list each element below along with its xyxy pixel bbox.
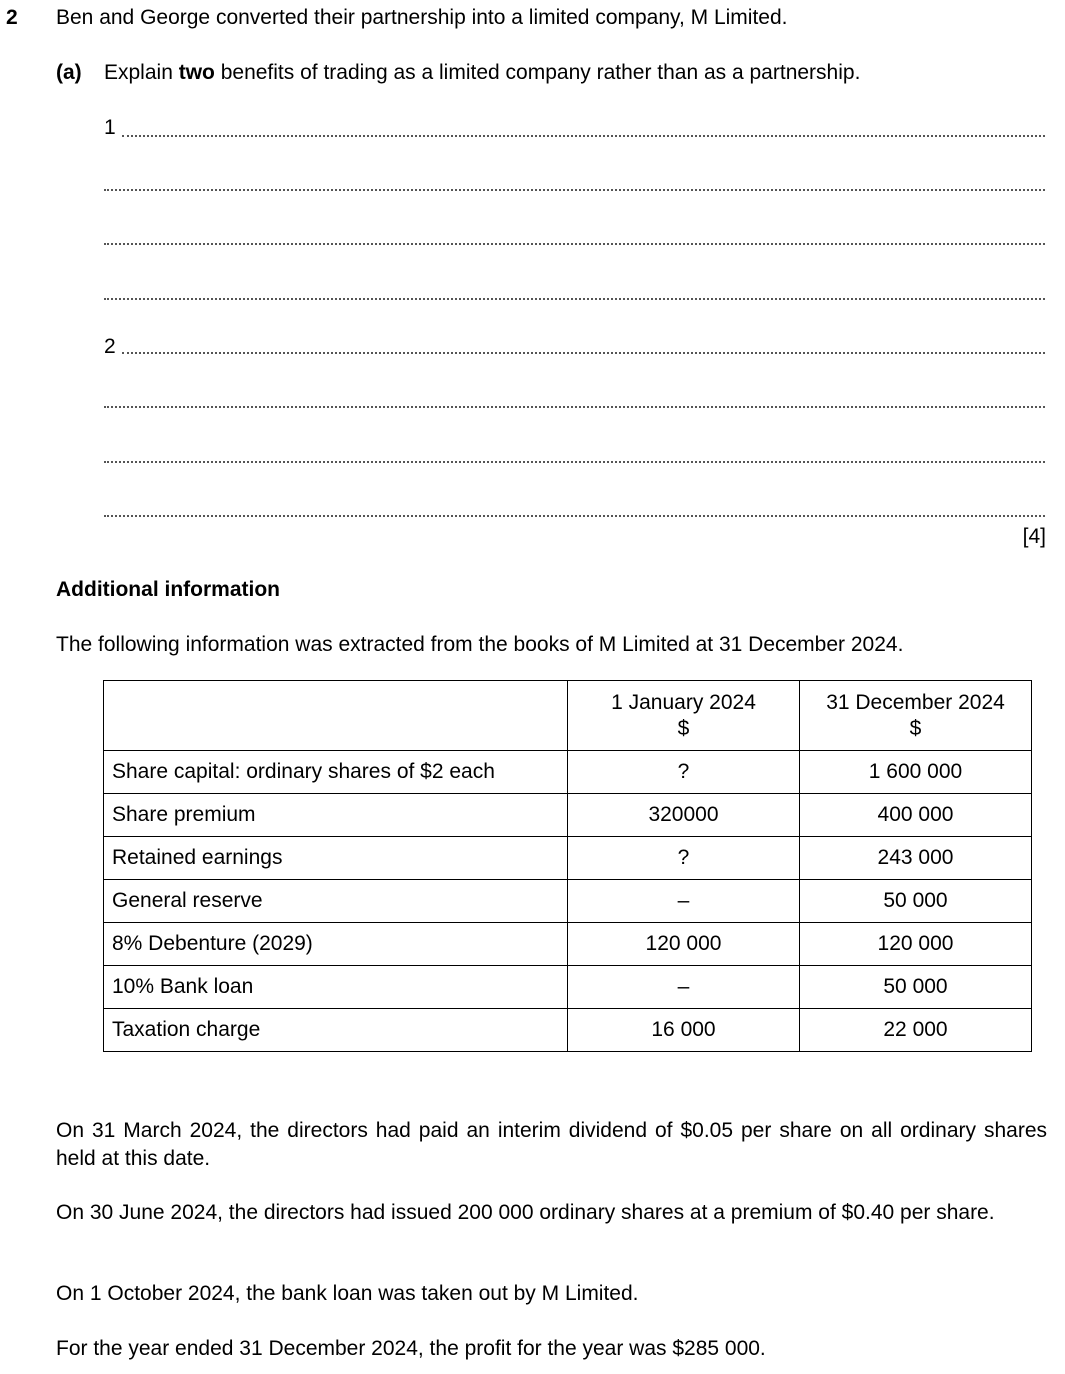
answer-line-1d[interactable] [104,298,1045,300]
header-jan-cell [568,681,800,751]
answer-line-1c[interactable] [104,243,1045,245]
marks-allocation: [4] [1022,525,1046,548]
row-jan-value: 320000 [568,794,800,837]
paragraph-share-issue: On 30 June 2024, the directors had issued 200 000 ordinary shares at a premium of $0.40 per share. [56,1201,995,1224]
answer-line-2b[interactable] [104,406,1045,408]
part-a-question [104,61,860,85]
table-row [104,923,1032,966]
part-a-text-before: Explain [104,61,179,84]
row-jan-value: 120 000 [568,923,800,966]
row-dec-value: 400 000 [800,794,1032,837]
row-jan-value: – [568,966,800,1009]
answer-line-2a[interactable] [122,352,1045,354]
additional-info-intro: The following information was extracted from the books of M Limited at 31 December 2024. [56,633,904,656]
header-dec-date: 31 December 2024 [826,690,1005,714]
question-number: 2 [6,6,18,29]
header-jan-date: 1 January 2024 [611,690,756,714]
row-label: Share capital: ordinary shares of $2 each [104,751,568,794]
row-label: Taxation charge [104,1009,568,1052]
table-row [104,966,1032,1009]
table-row [104,837,1032,880]
answer-line-2c[interactable] [104,461,1045,463]
header-blank-cell [104,681,568,751]
additional-info-heading: Additional information [56,578,280,601]
table-row [104,794,1032,837]
row-label: 10% Bank loan [104,966,568,1009]
row-dec-value: 120 000 [800,923,1032,966]
paragraph-bank-loan: On 1 October 2024, the bank loan was taken out by M Limited. [56,1282,639,1305]
row-label: 8% Debenture (2029) [104,923,568,966]
answer-number-1: 1 [104,116,116,139]
header-dec-cell [800,681,1032,751]
row-label: Share premium [104,794,568,837]
header-dec-unit: $ [909,716,922,740]
row-dec-value: 50 000 [800,966,1032,1009]
part-a-text-bold: two [178,61,215,84]
paragraph-dividend: On 31 March 2024, the directors had paid an interim dividend of $0.05 per share on all ordinary shares held at this date. [56,1119,1047,1170]
row-dec-value: 50 000 [800,880,1032,923]
part-a-label: (a) [56,61,82,84]
row-label: Retained earnings [104,837,568,880]
header-jan-unit: $ [677,716,690,740]
table-row [104,751,1032,794]
answer-line-2d[interactable] [104,515,1045,517]
row-jan-value: – [568,880,800,923]
paragraph-profit: For the year ended 31 December 2024, the profit for the year was $285 000. [56,1337,766,1360]
answer-line-1a[interactable] [122,135,1045,137]
part-a-text-after: benefits of trading as a limited company rather than as a partnership. [214,61,861,84]
table-row [104,1009,1032,1052]
balances-table [103,680,1032,1052]
table-header-row [104,681,1032,751]
row-jan-value: ? [568,837,800,880]
question-stem: Ben and George converted their partnership into a limited company, M Limited. [56,6,788,29]
row-dec-value: 22 000 [800,1009,1032,1052]
row-jan-value: ? [568,751,800,794]
answer-number-2: 2 [104,335,116,358]
row-dec-value: 243 000 [800,837,1032,880]
row-jan-value: 16 000 [568,1009,800,1052]
table-row [104,880,1032,923]
row-label: General reserve [104,880,568,923]
row-dec-value: 1 600 000 [800,751,1032,794]
answer-line-1b[interactable] [104,189,1045,191]
